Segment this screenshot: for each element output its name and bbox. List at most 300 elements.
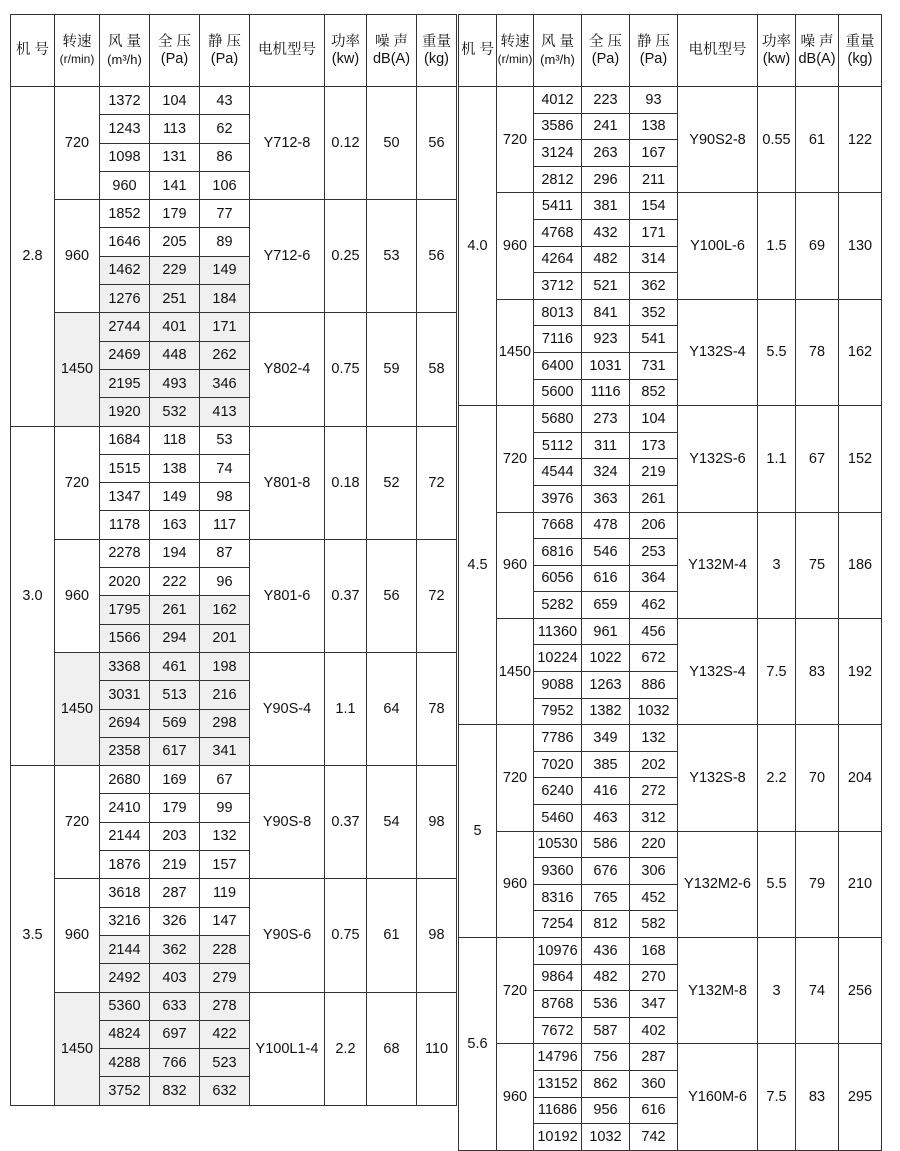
noise-cell: 69 [796,193,839,299]
weight-cell: 72 [417,539,457,652]
power-cell: 1.5 [758,193,796,299]
noise-cell: 83 [796,1044,839,1150]
header-motor-model: 电机型号 [250,15,325,87]
header-machine-no: 机 号 [11,15,55,87]
weight-cell: 72 [417,426,457,539]
weight-cell: 122 [839,87,882,193]
total-pressure-cell: 1263 [582,672,630,699]
static-pressure-cell: 346 [200,369,250,397]
static-pressure-cell: 360 [630,1070,678,1097]
static-pressure-cell: 742 [630,1124,678,1151]
weight-cell: 162 [839,299,882,405]
static-pressure-cell: 347 [630,991,678,1018]
airflow-cell: 7672 [534,1017,582,1044]
airflow-cell: 2020 [100,568,150,596]
total-pressure-cell: 697 [150,1020,200,1048]
power-cell: 1.1 [758,406,796,512]
noise-cell: 74 [796,938,839,1044]
total-pressure-cell: 1382 [582,698,630,725]
static-pressure-cell: 616 [630,1097,678,1124]
total-pressure-cell: 617 [150,737,200,765]
airflow-cell: 5460 [534,805,582,832]
machine-no-cell: 4.0 [459,87,497,406]
header-motor-model: 电机型号 [678,15,758,87]
airflow-cell: 2410 [100,794,150,822]
table-row [11,992,457,1020]
airflow-cell: 1243 [100,115,150,143]
airflow-cell: 10530 [534,831,582,858]
table-row [459,831,882,858]
noise-cell: 70 [796,725,839,831]
total-pressure-cell: 385 [582,751,630,778]
static-pressure-cell: 184 [200,285,250,313]
static-pressure-cell: 138 [630,113,678,140]
static-pressure-cell: 452 [630,884,678,911]
noise-cell: 52 [367,426,417,539]
static-pressure-cell: 272 [630,778,678,805]
static-pressure-cell: 157 [200,851,250,879]
static-pressure-cell: 62 [200,115,250,143]
static-pressure-cell: 402 [630,1017,678,1044]
table-row [459,1044,882,1071]
total-pressure-cell: 436 [582,938,630,965]
machine-no-cell: 3.0 [11,426,55,766]
static-pressure-cell: 852 [630,379,678,406]
total-pressure-cell: 766 [150,1049,200,1077]
static-pressure-cell: 162 [200,596,250,624]
static-pressure-cell: 173 [630,432,678,459]
total-pressure-cell: 1022 [582,645,630,672]
airflow-cell: 1646 [100,228,150,256]
airflow-cell: 1876 [100,851,150,879]
airflow-cell: 8316 [534,884,582,911]
motor-model-cell: Y160M-6 [678,1044,758,1150]
total-pressure-cell: 416 [582,778,630,805]
power-cell: 0.75 [325,313,367,426]
airflow-cell: 1852 [100,200,150,228]
airflow-cell: 3031 [100,681,150,709]
weight-cell: 192 [839,618,882,724]
static-pressure-cell: 886 [630,672,678,699]
total-pressure-cell: 482 [582,964,630,991]
noise-cell: 53 [367,200,417,313]
total-pressure-cell: 536 [582,991,630,1018]
airflow-cell: 2195 [100,369,150,397]
static-pressure-cell: 364 [630,565,678,592]
header-machine-no: 机 号 [459,15,497,87]
noise-cell: 83 [796,618,839,724]
total-pressure-cell: 841 [582,299,630,326]
airflow-cell: 9864 [534,964,582,991]
table-row [459,406,882,433]
table-row [459,725,882,752]
weight-cell: 110 [417,992,457,1105]
power-cell: 3 [758,512,796,618]
speed-cell: 1450 [55,992,100,1105]
airflow-cell: 1920 [100,398,150,426]
header-airflow: 风 量 (m³/h) [100,15,150,87]
header-noise: 噪 声 dB(A) [796,15,839,87]
airflow-cell: 4544 [534,459,582,486]
table-row [11,539,457,567]
airflow-cell: 10192 [534,1124,582,1151]
header-row [11,15,457,87]
table-row [11,652,457,680]
total-pressure-cell: 205 [150,228,200,256]
weight-cell: 152 [839,406,882,512]
total-pressure-cell: 478 [582,512,630,539]
static-pressure-cell: 147 [200,907,250,935]
static-pressure-cell: 220 [630,831,678,858]
static-pressure-cell: 523 [200,1049,250,1077]
airflow-cell: 7116 [534,326,582,353]
total-pressure-cell: 832 [150,1077,200,1105]
total-pressure-cell: 261 [150,596,200,624]
total-pressure-cell: 961 [582,618,630,645]
static-pressure-cell: 306 [630,858,678,885]
airflow-cell: 3976 [534,485,582,512]
table-row [11,87,457,115]
speed-cell: 720 [497,725,534,831]
noise-cell: 59 [367,313,417,426]
noise-cell: 79 [796,831,839,937]
header-speed: 转速 (r/min) [497,15,534,87]
airflow-cell: 13152 [534,1070,582,1097]
power-cell: 0.18 [325,426,367,539]
noise-cell: 68 [367,992,417,1105]
speed-cell: 720 [497,87,534,193]
header-speed: 转速 (r/min) [55,15,100,87]
weight-cell: 56 [417,200,457,313]
header-weight: 重量 (kg) [839,15,882,87]
total-pressure-cell: 812 [582,911,630,938]
speed-cell: 960 [497,1044,534,1150]
static-pressure-cell: 456 [630,618,678,645]
total-pressure-cell: 403 [150,964,200,992]
airflow-cell: 5112 [534,432,582,459]
machine-no-cell: 5 [459,725,497,938]
airflow-cell: 2358 [100,737,150,765]
machine-no-cell: 2.8 [11,87,55,427]
total-pressure-cell: 482 [582,246,630,273]
total-pressure-cell: 251 [150,285,200,313]
static-pressure-cell: 262 [200,341,250,369]
table-row [11,426,457,454]
total-pressure-cell: 223 [582,87,630,114]
total-pressure-cell: 163 [150,511,200,539]
right-spec-table-wrap [458,14,882,1151]
static-pressure-cell: 93 [630,87,678,114]
header-static-pressure: 静 压 (Pa) [630,15,678,87]
noise-cell: 50 [367,87,417,200]
static-pressure-cell: 117 [200,511,250,539]
total-pressure-cell: 569 [150,709,200,737]
static-pressure-cell: 202 [630,751,678,778]
airflow-cell: 2694 [100,709,150,737]
airflow-cell: 2278 [100,539,150,567]
total-pressure-cell: 1032 [582,1124,630,1151]
noise-cell: 61 [367,879,417,992]
total-pressure-cell: 956 [582,1097,630,1124]
total-pressure-cell: 131 [150,143,200,171]
motor-model-cell: Y90S-6 [250,879,325,992]
total-pressure-cell: 311 [582,432,630,459]
airflow-cell: 4264 [534,246,582,273]
power-cell: 1.1 [325,652,367,765]
weight-cell: 56 [417,87,457,200]
total-pressure-cell: 756 [582,1044,630,1071]
weight-cell: 295 [839,1044,882,1150]
airflow-cell: 7952 [534,698,582,725]
airflow-cell: 960 [100,171,150,199]
total-pressure-cell: 179 [150,794,200,822]
airflow-cell: 6400 [534,352,582,379]
airflow-cell: 1462 [100,256,150,284]
airflow-cell: 2812 [534,166,582,193]
static-pressure-cell: 43 [200,87,250,115]
table-row [459,618,882,645]
total-pressure-cell: 203 [150,822,200,850]
airflow-cell: 8768 [534,991,582,1018]
motor-model-cell: Y132S-4 [678,299,758,405]
motor-model-cell: Y802-4 [250,313,325,426]
weight-cell: 98 [417,879,457,992]
airflow-cell: 7668 [534,512,582,539]
motor-model-cell: Y712-8 [250,87,325,200]
header-airflow: 风 量 (m³/h) [534,15,582,87]
static-pressure-cell: 582 [630,911,678,938]
airflow-cell: 4012 [534,87,582,114]
airflow-cell: 11686 [534,1097,582,1124]
speed-cell: 960 [497,512,534,618]
static-pressure-cell: 312 [630,805,678,832]
total-pressure-cell: 219 [150,851,200,879]
motor-model-cell: Y132M-8 [678,938,758,1044]
power-cell: 5.5 [758,831,796,937]
total-pressure-cell: 633 [150,992,200,1020]
airflow-cell: 3216 [100,907,150,935]
speed-cell: 720 [55,426,100,539]
static-pressure-cell: 422 [200,1020,250,1048]
total-pressure-cell: 401 [150,313,200,341]
total-pressure-cell: 1031 [582,352,630,379]
motor-model-cell: Y801-8 [250,426,325,539]
static-pressure-cell: 253 [630,539,678,566]
static-pressure-cell: 67 [200,766,250,794]
table-row [459,938,882,965]
static-pressure-cell: 104 [630,406,678,433]
motor-model-cell: Y132S-4 [678,618,758,724]
machine-no-cell: 5.6 [459,938,497,1151]
airflow-cell: 6816 [534,539,582,566]
airflow-cell: 7254 [534,911,582,938]
airflow-cell: 1276 [100,285,150,313]
static-pressure-cell: 731 [630,352,678,379]
power-cell: 0.75 [325,879,367,992]
static-pressure-cell: 149 [200,256,250,284]
total-pressure-cell: 149 [150,483,200,511]
airflow-cell: 9360 [534,858,582,885]
static-pressure-cell: 132 [630,725,678,752]
airflow-cell: 1178 [100,511,150,539]
total-pressure-cell: 432 [582,219,630,246]
noise-cell: 61 [796,87,839,193]
table-row [11,313,457,341]
airflow-cell: 1684 [100,426,150,454]
static-pressure-cell: 87 [200,539,250,567]
power-cell: 0.55 [758,87,796,193]
total-pressure-cell: 169 [150,766,200,794]
power-cell: 2.2 [325,992,367,1105]
static-pressure-cell: 99 [200,794,250,822]
airflow-cell: 1372 [100,87,150,115]
total-pressure-cell: 113 [150,115,200,143]
total-pressure-cell: 461 [150,652,200,680]
static-pressure-cell: 413 [200,398,250,426]
total-pressure-cell: 1116 [582,379,630,406]
motor-model-cell: Y712-6 [250,200,325,313]
weight-cell: 58 [417,313,457,426]
header-noise: 噪 声 dB(A) [367,15,417,87]
speed-cell: 1450 [497,299,534,405]
machine-no-cell: 4.5 [459,406,497,725]
motor-model-cell: Y90S-8 [250,766,325,879]
airflow-cell: 3618 [100,879,150,907]
total-pressure-cell: 179 [150,200,200,228]
speed-cell: 1450 [55,652,100,765]
airflow-cell: 7020 [534,751,582,778]
static-pressure-cell: 211 [630,166,678,193]
static-pressure-cell: 462 [630,592,678,619]
header-total-pressure: 全 压 (Pa) [150,15,200,87]
airflow-cell: 10224 [534,645,582,672]
static-pressure-cell: 314 [630,246,678,273]
power-cell: 3 [758,938,796,1044]
total-pressure-cell: 141 [150,171,200,199]
static-pressure-cell: 132 [200,822,250,850]
static-pressure-cell: 632 [200,1077,250,1105]
airflow-cell: 3586 [534,113,582,140]
weight-cell: 78 [417,652,457,765]
static-pressure-cell: 77 [200,200,250,228]
static-pressure-cell: 53 [200,426,250,454]
static-pressure-cell: 89 [200,228,250,256]
airflow-cell: 9088 [534,672,582,699]
noise-cell: 75 [796,512,839,618]
static-pressure-cell: 219 [630,459,678,486]
static-pressure-cell: 261 [630,485,678,512]
noise-cell: 78 [796,299,839,405]
total-pressure-cell: 493 [150,369,200,397]
static-pressure-cell: 119 [200,879,250,907]
airflow-cell: 5360 [100,992,150,1020]
noise-cell: 54 [367,766,417,879]
total-pressure-cell: 616 [582,565,630,592]
total-pressure-cell: 104 [150,87,200,115]
power-cell: 0.12 [325,87,367,200]
total-pressure-cell: 222 [150,568,200,596]
speed-cell: 960 [497,193,534,299]
table-row [459,193,882,220]
static-pressure-cell: 216 [200,681,250,709]
airflow-cell: 3124 [534,140,582,167]
weight-cell: 186 [839,512,882,618]
static-pressure-cell: 206 [630,512,678,539]
table-row [11,200,457,228]
power-cell: 0.25 [325,200,367,313]
airflow-cell: 4824 [100,1020,150,1048]
table-row [459,299,882,326]
motor-model-cell: Y90S-4 [250,652,325,765]
airflow-cell: 5282 [534,592,582,619]
power-cell: 5.5 [758,299,796,405]
left-table-body [11,87,457,1106]
right-spec-table [458,14,882,1151]
total-pressure-cell: 659 [582,592,630,619]
total-pressure-cell: 463 [582,805,630,832]
static-pressure-cell: 1032 [630,698,678,725]
total-pressure-cell: 923 [582,326,630,353]
total-pressure-cell: 194 [150,539,200,567]
total-pressure-cell: 294 [150,624,200,652]
static-pressure-cell: 298 [200,709,250,737]
airflow-cell: 6240 [534,778,582,805]
speed-cell: 720 [55,766,100,879]
total-pressure-cell: 326 [150,907,200,935]
static-pressure-cell: 352 [630,299,678,326]
airflow-cell: 14796 [534,1044,582,1071]
table-row [459,87,882,114]
static-pressure-cell: 98 [200,483,250,511]
airflow-cell: 3368 [100,652,150,680]
static-pressure-cell: 541 [630,326,678,353]
total-pressure-cell: 381 [582,193,630,220]
airflow-cell: 4288 [100,1049,150,1077]
static-pressure-cell: 106 [200,171,250,199]
airflow-cell: 2469 [100,341,150,369]
airflow-cell: 5411 [534,193,582,220]
total-pressure-cell: 587 [582,1017,630,1044]
airflow-cell: 2680 [100,766,150,794]
airflow-cell: 5600 [534,379,582,406]
total-pressure-cell: 349 [582,725,630,752]
speed-cell: 1450 [55,313,100,426]
static-pressure-cell: 287 [630,1044,678,1071]
total-pressure-cell: 546 [582,539,630,566]
left-spec-table [10,14,457,1106]
speed-cell: 960 [497,831,534,937]
static-pressure-cell: 86 [200,143,250,171]
total-pressure-cell: 118 [150,426,200,454]
total-pressure-cell: 363 [582,485,630,512]
noise-cell: 64 [367,652,417,765]
motor-model-cell: Y132S-8 [678,725,758,831]
table-row [11,766,457,794]
airflow-cell: 5680 [534,406,582,433]
header-power: 功率 (kw) [758,15,796,87]
speed-cell: 720 [497,938,534,1044]
airflow-cell: 1795 [100,596,150,624]
total-pressure-cell: 513 [150,681,200,709]
airflow-cell: 2492 [100,964,150,992]
static-pressure-cell: 168 [630,938,678,965]
right-table-body [459,87,882,1151]
weight-cell: 98 [417,766,457,879]
header-power: 功率 (kw) [325,15,367,87]
speed-cell: 960 [55,539,100,652]
header-static-pressure: 静 压 (Pa) [200,15,250,87]
airflow-cell: 2144 [100,822,150,850]
